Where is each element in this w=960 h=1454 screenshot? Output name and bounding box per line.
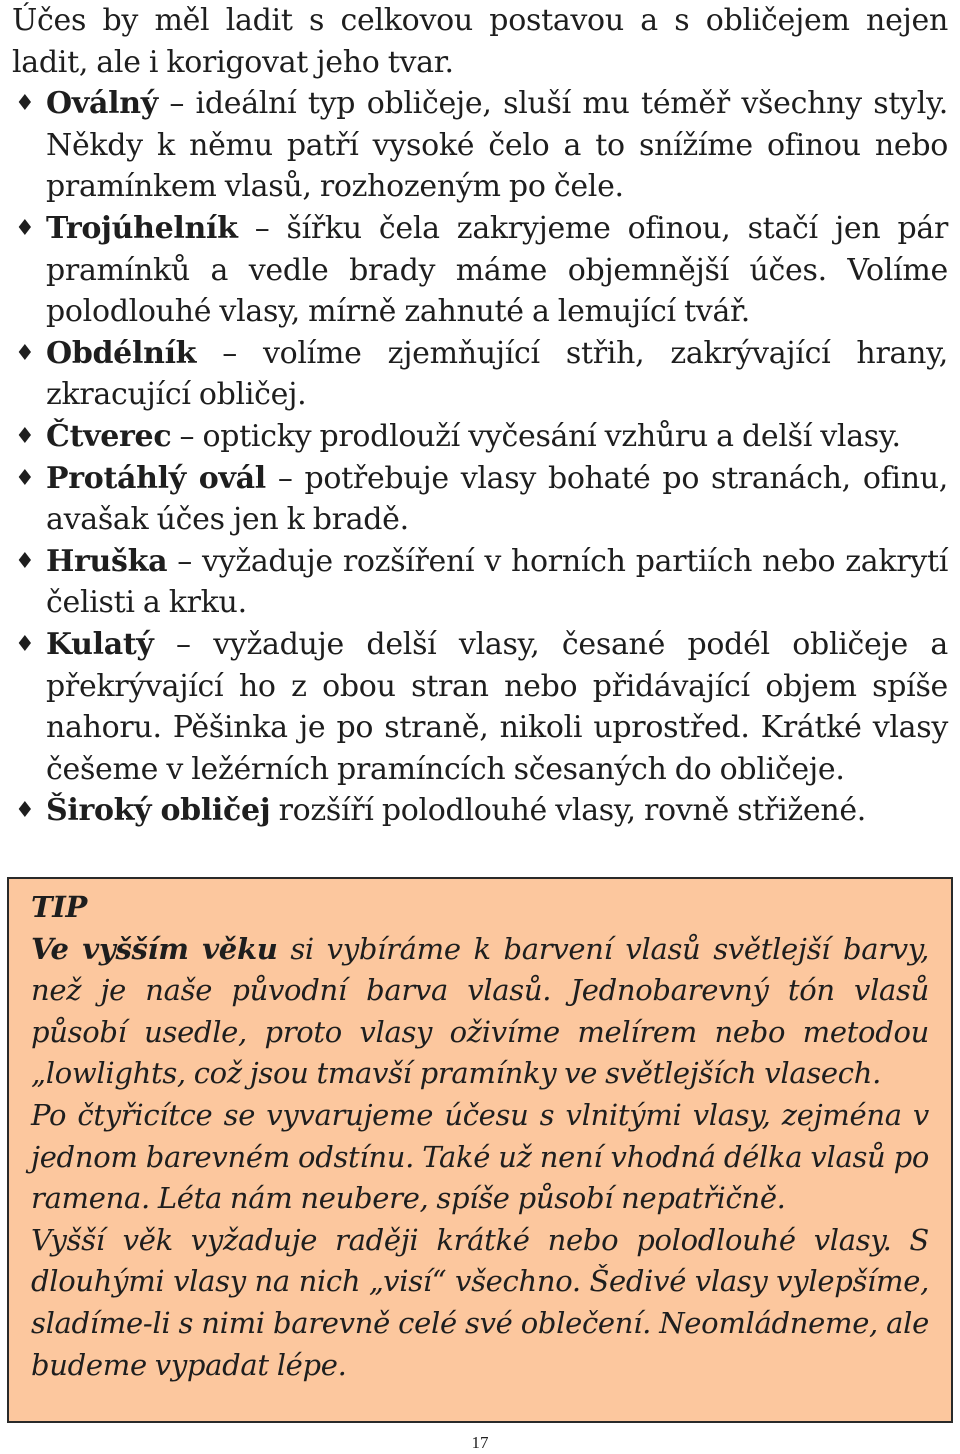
list-item: [12, 208, 948, 333]
face-type-term: Čtverec: [46, 418, 172, 454]
face-type-term: Protáhlý ovál: [46, 460, 266, 496]
diamond-bullet-icon: ♦: [15, 798, 35, 824]
face-type-description: – šířku čela zakryjeme ofinou, stačí jen pár pramínků a vedle brady máme objemnější účes. Volíme polodlouhé vlasy, mírně zahnuté a lemující tvář.: [46, 210, 948, 330]
diamond-bullet-icon: ♦: [15, 215, 35, 241]
face-type-description: – vyžaduje delší vlasy, česané podél obličeje a překrývající ho z obou stran nebo přidávající objem spíše nahoru. Pěšinka je po straně, nikoli uprostřed. Krátké vlasy češeme v ležérních pramíncích sčesaných do obličeje.: [46, 626, 948, 787]
page-number: 17: [471, 1433, 489, 1452]
tip-lead-bold: Ve vyšším věku: [31, 931, 278, 966]
diamond-bullet-icon: ♦: [15, 423, 35, 449]
list-item: [12, 458, 948, 541]
list-item: [12, 416, 948, 458]
face-type-description: – vyžaduje rozšíření v horních partiích nebo zakrytí čelisti a krku.: [46, 543, 948, 621]
tip-paragraph-text: si vybíráme k barvení vlasů světlejší barvy, než je naše původní barva vlasů. Jednobarevný tón vlasů působí usedle, proto vlasy oživíme melírem nebo metodou „lowlights, což jsou tmavší pramínky ve světlejších vlasech.: [31, 931, 929, 1091]
face-type-description: – opticky prodlouží vyčesání vzhůru a delší vlasy.: [171, 418, 901, 454]
list-item: [12, 333, 948, 416]
tip-box: [7, 877, 953, 1423]
diamond-bullet-icon: ♦: [15, 548, 35, 574]
tip-title: TIP: [31, 890, 88, 924]
face-type-term: Široký obličej: [46, 793, 271, 829]
face-type-term: Oválný: [46, 86, 158, 122]
tip-paragraph: Vyšší věk vyžaduje raději krátké nebo polodlouhé vlasy. S dlouhými vlasy na nich „visí“ všechno. Šedivé vlasy vylepšíme, sladíme-li s nimi barevně celé své oblečení. Neomládneme, ale budeme vypadat lépe.: [31, 1222, 929, 1382]
face-type-list: [12, 83, 948, 832]
list-item: [12, 83, 948, 208]
face-type-term: Hruška: [46, 543, 168, 579]
list-item: [12, 624, 948, 790]
face-type-term: Obdélník: [46, 335, 197, 371]
face-type-description: – ideální typ obličeje, sluší mu téměř všechny styly. Někdy k němu patří vysoké čelo a to snížíme ofinou nebo pramínkem vlasů, rozhozeným po čele.: [46, 86, 948, 205]
face-type-description: – volíme zjemňující střih, zakrývající hrany, zkracující obličej.: [46, 335, 948, 413]
diamond-bullet-icon: ♦: [15, 91, 35, 117]
diamond-bullet-icon: ♦: [15, 340, 35, 366]
tip-paragraph: [31, 929, 929, 1095]
face-type-description: – potřebuje vlasy bohaté po stranách, ofinu, avašak účes jen k bradě.: [46, 460, 948, 538]
tip-paragraph: Po čtyřicítce se vyvarujeme účesu s vlnitými vlasy, zejména v jednom barevném odstínu. Také už není vhodná délka vlasů po ramena. Léta nám neubere, spíše působí nepatřičně.: [31, 1097, 929, 1216]
tip-content: [31, 887, 929, 1386]
intro-paragraph: Účes by měl ladit s celkovou postavou a s obličejem nejen ladit, ale i korigovat jeho tvar.: [12, 3, 948, 80]
diamond-bullet-icon: ♦: [15, 631, 35, 657]
face-type-term: Kulatý: [46, 626, 154, 662]
face-type-description: rozšíří polodlouhé vlasy, rovně střižené.: [270, 793, 867, 829]
diamond-bullet-icon: ♦: [15, 465, 35, 491]
list-item: [12, 790, 948, 832]
list-item: [12, 541, 948, 624]
face-type-term: Trojúhelník: [46, 210, 238, 246]
main-text: [12, 0, 948, 832]
